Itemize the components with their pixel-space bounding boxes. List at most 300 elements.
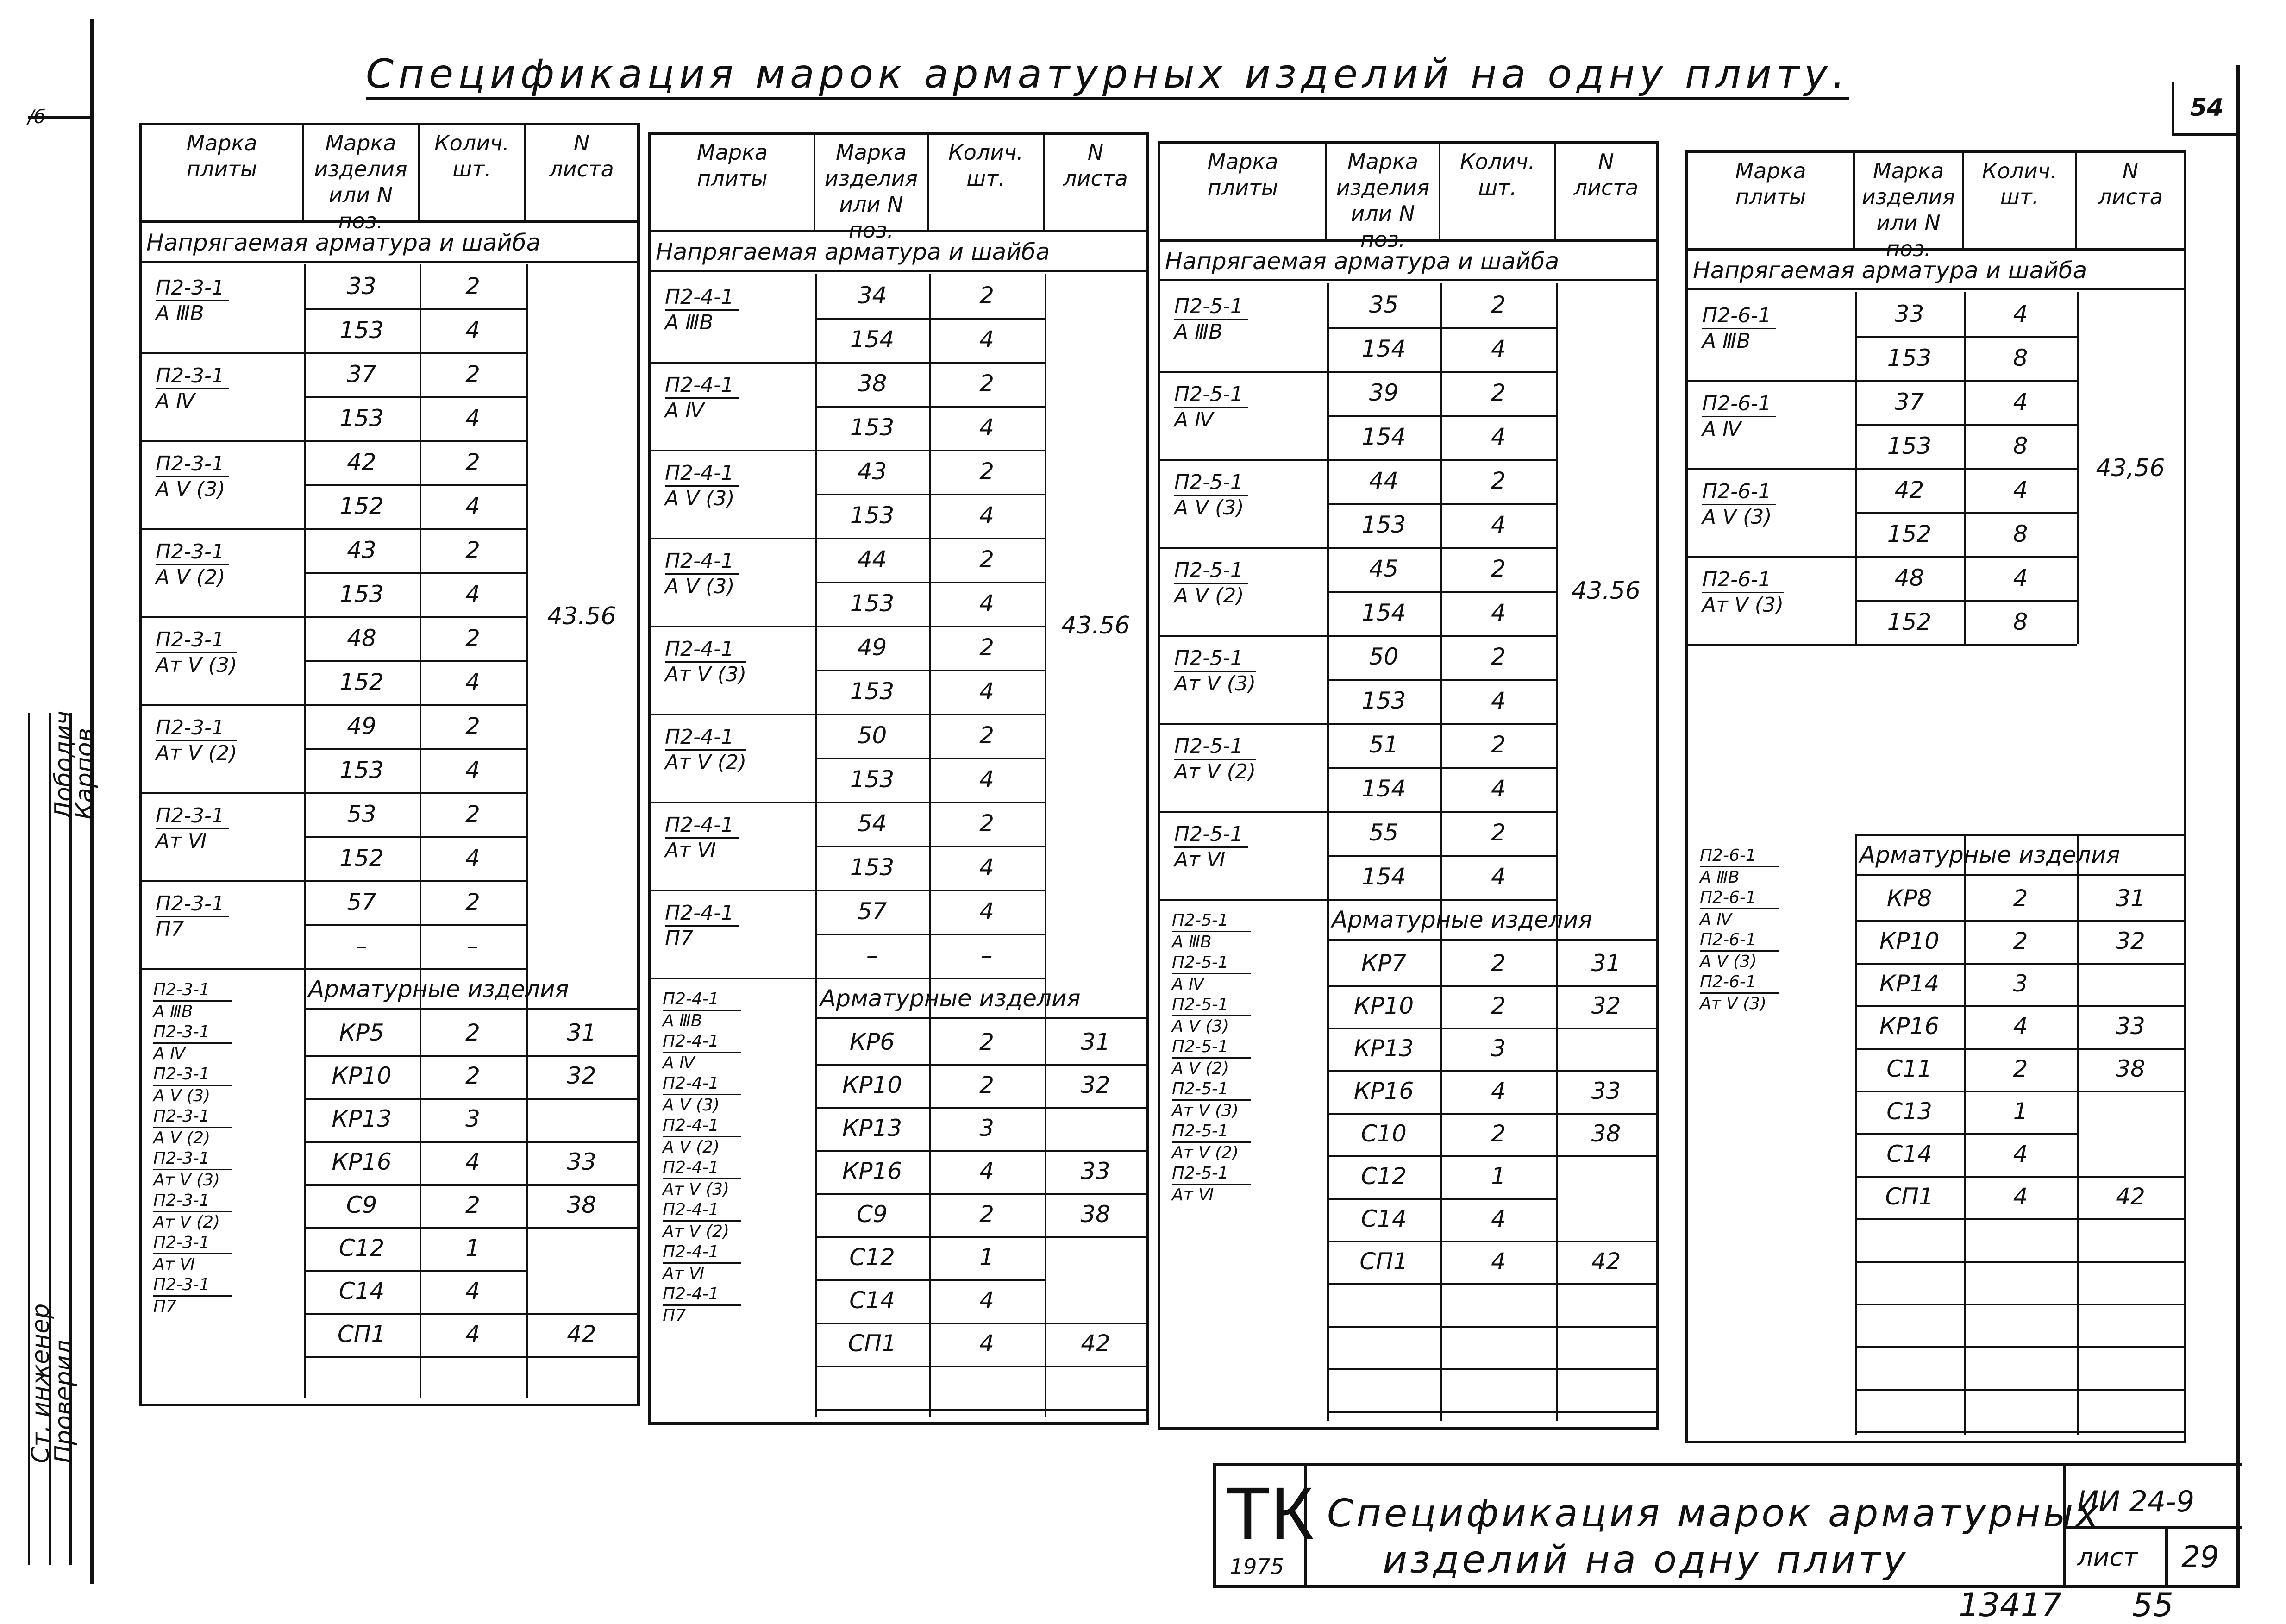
page-title: Спецификация марок арматурных изделий на одну плиту. [366,51,1849,100]
stamp-year: 1975 [1230,1554,1284,1579]
section-tensioned: Напрягаемая арматура и шайба [1160,242,1656,281]
item-quantity: 8 [2013,433,2028,459]
item-position: 152 [339,493,384,520]
item-row-divider [1327,1241,1656,1242]
header-qty-line: шт. [2000,184,2039,209]
item-quantity: 4 [1491,423,1506,450]
row-divider [304,396,526,398]
column-divider [1327,283,1329,899]
spec-table [1685,150,2186,1443]
plate-mark [1702,568,1784,617]
item-quantity: 2 [979,282,994,309]
plate-mark-list-entry: Ат Ⅵ [1172,1185,1214,1204]
item-sheet: 38 [2116,1055,2145,1082]
row-divider [304,660,526,662]
title-block [1213,1463,2242,1587]
item-row-divider [815,1107,1146,1109]
item-row-divider [815,1236,1146,1238]
plate-mark-list-entry: Ат Ⅴ (2) [153,1213,220,1232]
section-items: Арматурные изделия [1327,899,1656,941]
item-quantity: 2 [979,810,994,837]
plate-mark-class: А Ⅴ (3) [665,487,735,510]
item-quantity: 4 [979,326,994,353]
plate-mark-number: П2-3-1 [156,892,229,917]
header-plate-line: плиты [1735,184,1806,209]
item-quantity: 1 [2013,1098,2028,1125]
plate-mark-list-entry: П7 [663,1306,686,1325]
margin-mark: /б [28,107,46,128]
item-position: 154 [1361,335,1406,362]
section-tensioned: Напрягаемая арматура и шайба [651,232,1146,272]
plate-mark-class: Ат Ⅴ (3) [665,663,747,686]
row-divider [1855,336,2077,338]
spec-table-inner [1160,144,1656,1427]
header-plate [142,125,304,220]
item-quantity: 4 [2013,1141,2028,1167]
item-quantity: 4 [465,581,480,608]
column-divider [1964,834,1966,1435]
header-qty-line: Колич. [948,140,1023,165]
item-mark: С12 [849,1244,895,1271]
item-position: 154 [1361,423,1406,450]
header-plate [651,135,815,230]
plate-mark-number: П2-6-1 [1702,568,1784,593]
item-mark: С11 [1886,1055,1932,1082]
plate-mark-list-entry: Ат Ⅴ (2) [663,1222,730,1241]
item-quantity: 4 [979,590,994,617]
item-quantity: 4 [979,1158,994,1185]
item-position: 153 [850,414,895,441]
item-mark: КР16 [332,1148,392,1175]
side-signature-block [27,710,99,1565]
item-position: 153 [339,757,384,784]
item-position: 153 [1887,433,1932,459]
spec-table-inner [1688,153,2184,1441]
item-position: 153 [850,854,895,881]
plate-mark [1174,646,1256,696]
empty-row-divider [1327,1326,1656,1328]
plate-mark-list-entry: Ат Ⅴ (2) [1172,1143,1239,1162]
item-position: 37 [347,361,376,388]
plate-mark-class: А Ⅴ (3) [1702,505,1772,529]
plate-mark-list-entry: А Ⅴ (2) [153,1129,211,1147]
item-mark: СП1 [337,1321,386,1348]
role-checked: Проверил [50,1340,78,1463]
item-row-divider [1327,1155,1656,1157]
row-divider [304,484,526,486]
item-mark: С14 [1361,1205,1407,1232]
item-quantity: 2 [2013,885,2028,912]
item-sheet: 38 [1081,1201,1110,1228]
item-row-divider [1327,1070,1656,1072]
items-top-divider [1855,834,2184,836]
group-divider [142,704,526,706]
item-quantity: 4 [979,502,994,529]
plate-mark-list-entry: А Ⅴ (3) [153,1086,211,1105]
plate-mark [665,725,746,775]
item-row-divider [1327,1113,1656,1115]
item-quantity: 2 [465,713,480,740]
plate-mark-list-entry: А Ⅴ (2) [663,1138,720,1157]
item-position: 57 [347,889,376,915]
item-mark: С9 [857,1201,888,1228]
plate-mark-list [153,980,232,1317]
item-mark: С14 [849,1287,895,1314]
plate-mark-list-entry: Ат Ⅴ (3) [663,1180,730,1199]
plate-mark-class: А Ⅳ [665,399,704,422]
item-sheet: 32 [2116,928,2145,954]
item-mark: КР14 [1879,970,1940,997]
page-number: 55 [2132,1586,2174,1624]
item-quantity: 4 [465,317,480,344]
plate-mark-number: П2-3-1 [156,628,237,653]
item-mark: КР10 [332,1062,392,1089]
item-row-divider [1855,1176,2184,1178]
plate-mark-class: П7 [665,927,694,950]
item-position: 154 [1361,775,1406,802]
item-quantity: 4 [2013,301,2028,327]
plate-mark-list-entry: П2-4-1 [663,1073,741,1095]
item-row-divider [304,1055,637,1057]
section-tensioned: Напрягаемая арматура и шайба [1688,251,2184,290]
item-sheet: 33 [2116,1013,2145,1040]
group-divider [1160,723,1556,725]
item-position: 57 [857,898,887,925]
plate-mark-list-entry: П2-6-1 [1700,888,1779,909]
header-item-line: или N поз. [1351,201,1415,252]
header-qty-line: шт. [452,157,491,182]
header-item-line: Марка [325,131,396,156]
item-quantity: 4 [979,414,994,441]
column-divider [1855,292,1857,644]
plate-mark-class: Ат Ⅵ [156,829,207,853]
group-divider [142,616,526,618]
item-mark: С13 [1886,1098,1932,1125]
plate-mark [665,549,739,599]
item-sheet: 42 [1591,1248,1621,1275]
header-sheet-line: N [573,131,590,156]
header-item-line: изделия [1861,184,1955,209]
item-sheet: 38 [1591,1120,1621,1147]
item-position: 38 [857,370,887,397]
item-position: 153 [850,678,895,705]
plate-mark-list-entry: Ат Ⅴ (3) [1700,994,1767,1013]
item-quantity: 4 [465,405,480,432]
column-divider [1440,283,1442,899]
item-position: 154 [1361,599,1406,626]
plate-mark-number: П2-3-1 [156,364,229,389]
item-quantity: 2 [1491,643,1506,670]
plate-mark-class: А Ⅴ (3) [665,575,735,598]
stamp-title-line1: Спецификация марок арматурных [1327,1492,2101,1536]
table-header [1160,144,1656,252]
item-quantity: 2 [465,361,480,388]
item-position: 153 [339,317,384,344]
item-row-divider [1855,920,2184,922]
item-position: 51 [1369,731,1399,758]
plate-mark-list-entry: П2-5-1 [1172,910,1251,932]
item-position: 48 [1894,564,1924,591]
item-quantity: 2 [1491,950,1506,977]
item-sheet: 42 [567,1321,596,1348]
header-plate-line: Марка [1207,149,1278,174]
item-quantity: 1 [465,1235,480,1261]
item-quantity: 4 [1491,863,1506,890]
plate-mark-number: П2-4-1 [665,373,739,399]
item-mark: КР8 [1886,885,1932,912]
empty-row-divider [1327,1411,1656,1413]
item-quantity: 2 [2013,928,2028,954]
plate-mark-list-entry: П2-5-1 [1172,1121,1251,1143]
item-mark: КР10 [1353,992,1414,1019]
group-divider [1160,547,1556,549]
item-sheet: 31 [2116,885,2145,912]
item-row-divider [304,1313,637,1315]
plate-mark-list-entry: П2-3-1 [153,1191,232,1212]
plate-mark-list-entry: П2-3-1 [153,1148,232,1170]
item-quantity: 4 [979,854,994,881]
frame-right-border [2236,65,2240,1588]
plate-mark-list-entry: П2-4-1 [663,1200,741,1222]
section-tensioned: Напрягаемая арматура и шайба [142,223,637,263]
column-divider [1556,899,1558,1421]
plate-mark-number: П2-5-1 [1174,558,1248,584]
item-quantity: 4 [2013,1013,2028,1040]
item-quantity: 2 [465,625,480,652]
plate-mark-list-entry: А Ⅳ [663,1053,695,1072]
plate-mark-list-entry: А Ⅳ [1700,910,1732,929]
plate-mark [1702,392,1776,441]
header-qty [1964,153,2077,248]
item-mark: СП1 [848,1330,896,1357]
section-items: Арматурные изделия [304,968,637,1010]
item-quantity: 8 [2013,608,2028,635]
column-divider [1964,292,1966,644]
plate-mark-number: П2-5-1 [1174,382,1248,408]
plate-mark-number: П2-4-1 [665,725,746,751]
item-quantity: 2 [465,537,480,564]
plate-mark-number: П2-3-1 [156,540,229,565]
plate-mark-number: П2-5-1 [1174,470,1248,496]
item-row-divider [304,1270,526,1272]
plate-mark [1174,822,1248,872]
item-quantity: 2 [1491,992,1506,1019]
plate-mark [1174,470,1248,520]
header-item-line: Марка [1347,149,1419,174]
header-item-line: Марка [835,140,907,165]
group-divider [142,880,526,882]
plate-mark-list [663,989,741,1326]
plate-mark-class: А ⅢВ [1702,329,1751,353]
item-quantity: 4 [979,1330,994,1357]
plate-mark-list-entry: А Ⅳ [1172,975,1204,994]
item-quantity: 2 [979,370,994,397]
sheet-reference: 43.56 [1572,577,1641,605]
plate-mark-list-entry: Ат Ⅵ [663,1264,705,1283]
item-quantity: 4 [2013,564,2028,591]
header-sheet-line: N [1598,149,1614,174]
plate-mark-number: П2-5-1 [1174,295,1248,320]
item-quantity: 4 [979,766,994,793]
plate-mark-number: П2-4-1 [665,461,739,487]
plate-mark-class: А ⅢВ [156,301,204,325]
plate-mark-number: П2-3-1 [156,804,229,829]
row-divider [304,308,526,310]
item-row-divider [815,1150,1146,1152]
item-row-divider [1327,985,1656,987]
column-divider [304,968,306,1398]
item-position: 39 [1369,379,1399,406]
item-quantity: 4 [979,1287,994,1314]
plate-mark-class: Ат Ⅵ [1174,848,1226,872]
plate-mark-class: А Ⅳ [1702,417,1741,441]
section-items: Арматурные изделия [815,978,1146,1019]
item-mark: С14 [1886,1141,1932,1167]
item-quantity: 4 [1491,599,1506,626]
item-row-divider [1855,1091,2184,1092]
item-position: 54 [857,810,887,837]
column-divider [815,978,817,1417]
item-row-divider [815,1064,1146,1066]
plate-mark-list-entry: П2-6-1 [1700,930,1779,952]
item-mark: С12 [338,1235,385,1261]
group-divider [142,792,526,794]
header-item [304,125,420,233]
item-position: 53 [347,801,376,828]
plate-mark [156,716,237,765]
empty-row-divider [815,1409,1146,1411]
plate-mark-list-entry: П2-5-1 [1172,953,1251,974]
header-sheet-line: N [2122,158,2139,183]
plate-mark-class: А Ⅳ [156,389,195,413]
plate-mark [156,540,229,589]
item-position: 153 [1361,687,1406,714]
plate-mark-list-entry: П2-4-1 [663,1116,741,1137]
spec-table [1158,141,1659,1430]
item-mark: С14 [338,1278,385,1304]
plate-mark [665,285,739,335]
item-position: 48 [347,625,376,652]
group-divider [651,714,1045,715]
group-divider [1688,556,2077,558]
item-quantity: 1 [979,1244,994,1271]
item-quantity: 2 [465,1191,480,1218]
item-quantity: 2 [979,634,994,661]
group-divider [1160,459,1556,461]
item-quantity: 3 [1491,1035,1506,1062]
empty-row-divider [1855,1346,2184,1348]
header-plate-line: плиты [1207,175,1278,200]
row-divider [1855,600,2077,602]
header-qty-line: шт. [1478,175,1517,200]
item-row-divider [815,1193,1146,1195]
item-position: 154 [1361,863,1406,890]
group-divider [651,538,1045,539]
item-sheet: 33 [567,1148,596,1175]
item-position: – [356,933,368,959]
row-divider [304,924,526,926]
item-quantity: 2 [1491,291,1506,318]
item-position: 154 [850,326,895,353]
item-mark: КР6 [849,1028,895,1055]
spec-table-inner [651,135,1146,1422]
item-position: 55 [1369,819,1399,846]
header-item-line: Марка [1873,158,1944,183]
name-karpov: Карпов [71,727,99,820]
header-qty [420,125,526,220]
sheet-reference: 43.56 [547,602,616,630]
header-plate-line: Марка [696,140,768,165]
plate-mark-list-entry: П2-3-1 [153,1022,232,1044]
column-divider [1440,899,1442,1421]
header-qty-line: Колич. [1982,158,2057,183]
item-position: 49 [857,634,887,661]
header-sheet-line: листа [549,157,614,182]
column-divider [929,274,931,978]
item-row-divider [304,1141,637,1143]
plate-mark-number: П2-6-1 [1702,480,1776,505]
plate-mark-class: Ат Ⅴ (2) [665,751,747,774]
plate-mark-list-entry: П2-4-1 [663,1031,741,1053]
plate-mark [156,276,229,326]
plate-mark-list-entry: А ⅢВ [1700,868,1740,887]
plate-mark-list-entry: П2-4-1 [663,1242,741,1264]
row-divider [1855,512,2077,514]
column-divider [1045,978,1046,1417]
plate-mark-list-entry: П2-4-1 [663,989,741,1011]
header-plate-line: плиты [186,157,257,182]
item-row-divider [815,1366,1146,1367]
plate-mark-list-entry: П2-5-1 [1172,1079,1251,1101]
item-position: 44 [857,546,887,573]
plate-mark [665,373,739,423]
plate-mark-class: Ат Ⅴ (3) [1174,672,1256,696]
plate-mark-number: П2-3-1 [156,452,229,477]
row-divider [304,836,526,838]
group-divider [1688,380,2077,382]
header-item [1855,153,1964,261]
plate-mark-list [1700,846,1779,1014]
item-quantity: 4 [2013,389,2028,415]
row-divider [304,572,526,574]
item-position: 33 [347,273,376,300]
plate-mark [156,452,229,502]
plate-mark [1174,734,1256,784]
inventory-number: 13417 [1959,1586,2062,1624]
item-mark: КР10 [842,1072,902,1098]
header-sheet [526,125,637,220]
item-row-divider [304,1227,637,1229]
item-mark: С9 [346,1191,377,1218]
plate-mark-number: П2-5-1 [1174,646,1256,672]
spec-table-inner [142,125,637,1404]
item-quantity: 4 [1491,511,1506,538]
plate-mark-class: Ат Ⅴ (3) [156,653,238,677]
header-qty [929,135,1045,230]
plate-mark-number: П2-4-1 [665,637,746,663]
item-quantity: 2 [1491,1120,1506,1147]
empty-row-divider [1855,1389,2184,1391]
item-quantity: 1 [1491,1163,1506,1190]
table-header [651,135,1146,243]
column-divider [304,264,306,968]
item-position: 152 [339,845,384,872]
plate-mark [156,892,229,941]
item-quantity: 4 [465,757,480,784]
item-quantity: 3 [979,1115,994,1141]
plate-mark [1174,558,1248,608]
header-sheet [2077,153,2184,248]
